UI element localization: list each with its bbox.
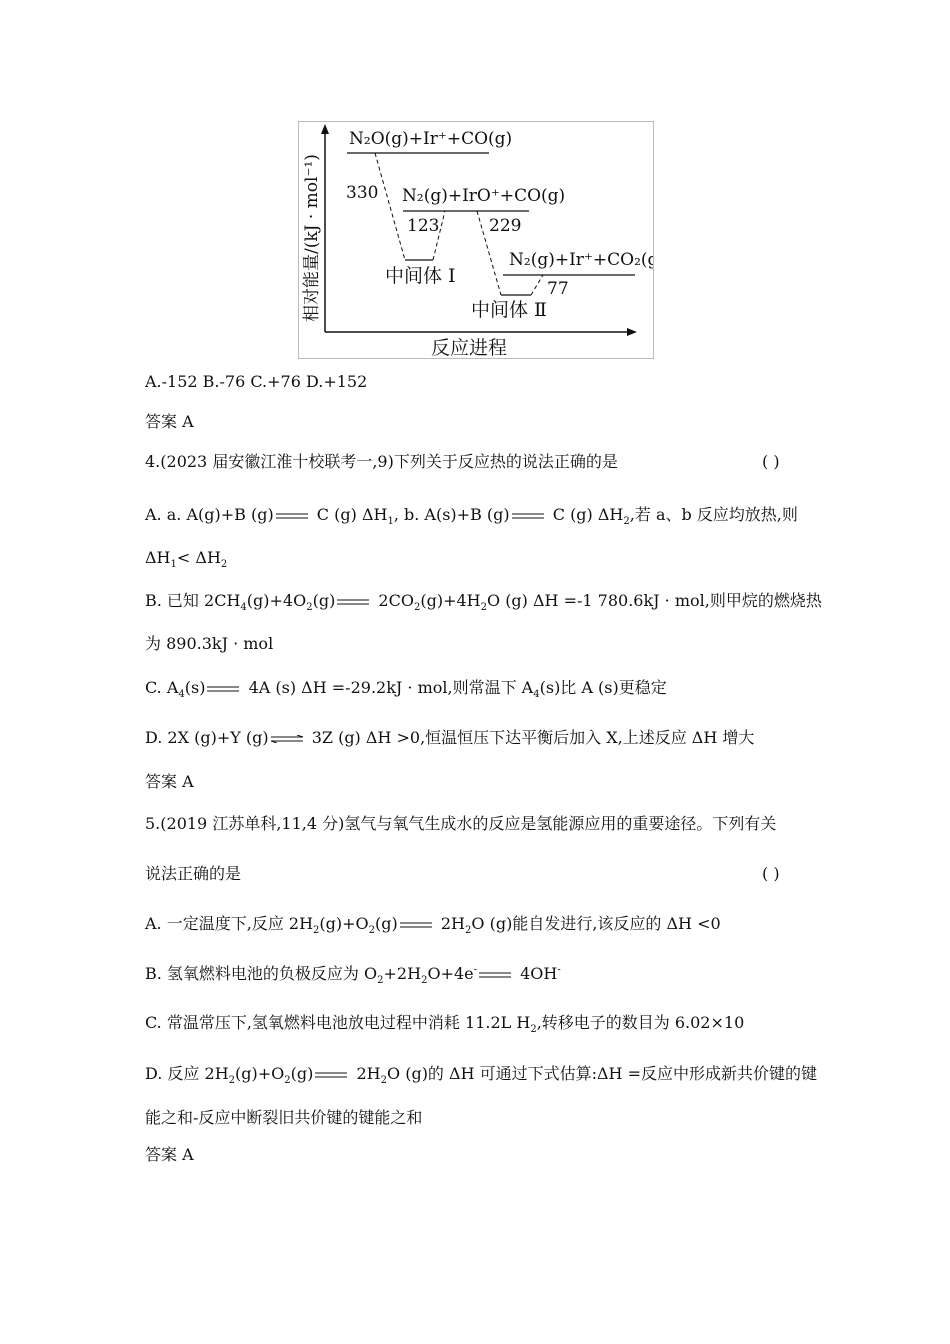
q4-option-c: C. $A_4(s)$ 4A (s) ΔH =-29.2kJ · mol,则常温下 $A_4(s)$比 A (s)更稳定 xyxy=(145,678,667,700)
q5-option-b: B. 氢氧燃料电池的负极反应为 $O_2+2H_2O+4e^-$ 4OH- xyxy=(145,964,561,986)
q4-option-d: D. 2X (g)+Y (g) 3Z (g) ΔH >0,恒温恒压下达平衡后加入 X,上述反应 ΔH 增大 xyxy=(145,728,755,747)
q4-option-a-line2: $\Delta H_1< \Delta H_2$ xyxy=(145,548,228,570)
equals-sign-icon xyxy=(398,921,436,929)
q4-answer: 答案 A xyxy=(145,772,194,791)
q5-answer-paren: ( ) xyxy=(762,864,780,883)
q4-option-b-line2: 为 890.3kJ · mol xyxy=(145,634,274,653)
path-2-up xyxy=(531,275,543,295)
value-123: 123 xyxy=(407,216,440,236)
q3-answer: 答案 A xyxy=(145,412,194,431)
q4-answer-paren: ( ) xyxy=(762,452,780,471)
equals-sign-icon xyxy=(274,512,312,520)
y-axis-arrow xyxy=(321,124,329,134)
equals-sign-icon xyxy=(313,1071,351,1079)
q5-stem-line1: 5.(2019 江苏单科,11,4 分)氢气与氧气生成水的反应是氢能源应用的重要途径。下列有关 xyxy=(145,814,777,833)
path-1-down xyxy=(375,153,405,260)
intermediate-2-label: 中间体 Ⅱ xyxy=(471,299,547,321)
q5-option-a: A. 一定温度下,反应 $2H_2(g)+O_2(g)$ $2H_2O$ (g)能自发进行,该反应的 ΔH <0 xyxy=(145,914,721,936)
value-229: 229 xyxy=(489,216,522,236)
value-77: 77 xyxy=(547,279,569,299)
equals-sign-icon xyxy=(335,598,373,606)
q4-option-b-line1: B. 已知 $2CH_4(g)+4O_2(g)$ $2CO_2(g)+4H_2O$ (g) ΔH =-1 780.6kJ · mol,则甲烷的燃烧热 xyxy=(145,591,822,613)
q5-option-c: C. 常温常压下,氢氧燃料电池放电过程中消耗 11.2L $H_2$,转移电子的数目为 6.02×10 xyxy=(145,1013,745,1035)
q4-stem: 4.(2023 届安徽江淮十校联考一,9)下列关于反应热的说法正确的是 xyxy=(145,452,618,471)
x-axis-label: 反应进程 xyxy=(431,337,508,358)
level-products-label: N₂(g)+Ir⁺+CO₂(g) xyxy=(509,250,653,270)
q5-stem-line2: 说法正确的是 xyxy=(145,864,242,883)
equals-sign-icon xyxy=(205,685,243,693)
level-reactants-label: N₂O(g)+Ir⁺+CO(g) xyxy=(349,129,513,149)
reversible-arrow-icon xyxy=(269,735,307,743)
q5-answer: 答案 A xyxy=(145,1145,194,1164)
q5-option-d-line2: 能之和-反应中断裂旧共价键的键能之和 xyxy=(145,1108,423,1127)
energy-diagram xyxy=(298,121,654,359)
q3-options: A.-152 B.-76 C.+76 D.+152 xyxy=(145,372,368,391)
value-330: 330 xyxy=(346,183,379,203)
y-axis-label: 相对能量/(kJ · mol⁻¹) xyxy=(302,154,322,322)
q4-option-a-line1: A. a. A(g)+B (g) C (g) $\Delta H_1$, b. A(s)+B (g) C (g) $\Delta H_2$,若 a、b 反应均放热,则 xyxy=(145,505,798,527)
x-axis-arrow xyxy=(627,328,637,336)
equals-sign-icon xyxy=(477,971,515,979)
level-middle-label: N₂(g)+IrO⁺+CO(g) xyxy=(402,186,566,206)
intermediate-1-label: 中间体 Ⅰ xyxy=(385,265,456,287)
q5-option-d-line1: D. 反应 $2H_2(g)+O_2(g)$ $2H_2O$ (g)的 ΔH 可通过下式估算:ΔH =反应中形成新共价键的键 xyxy=(145,1064,818,1086)
equals-sign-icon xyxy=(510,512,548,520)
